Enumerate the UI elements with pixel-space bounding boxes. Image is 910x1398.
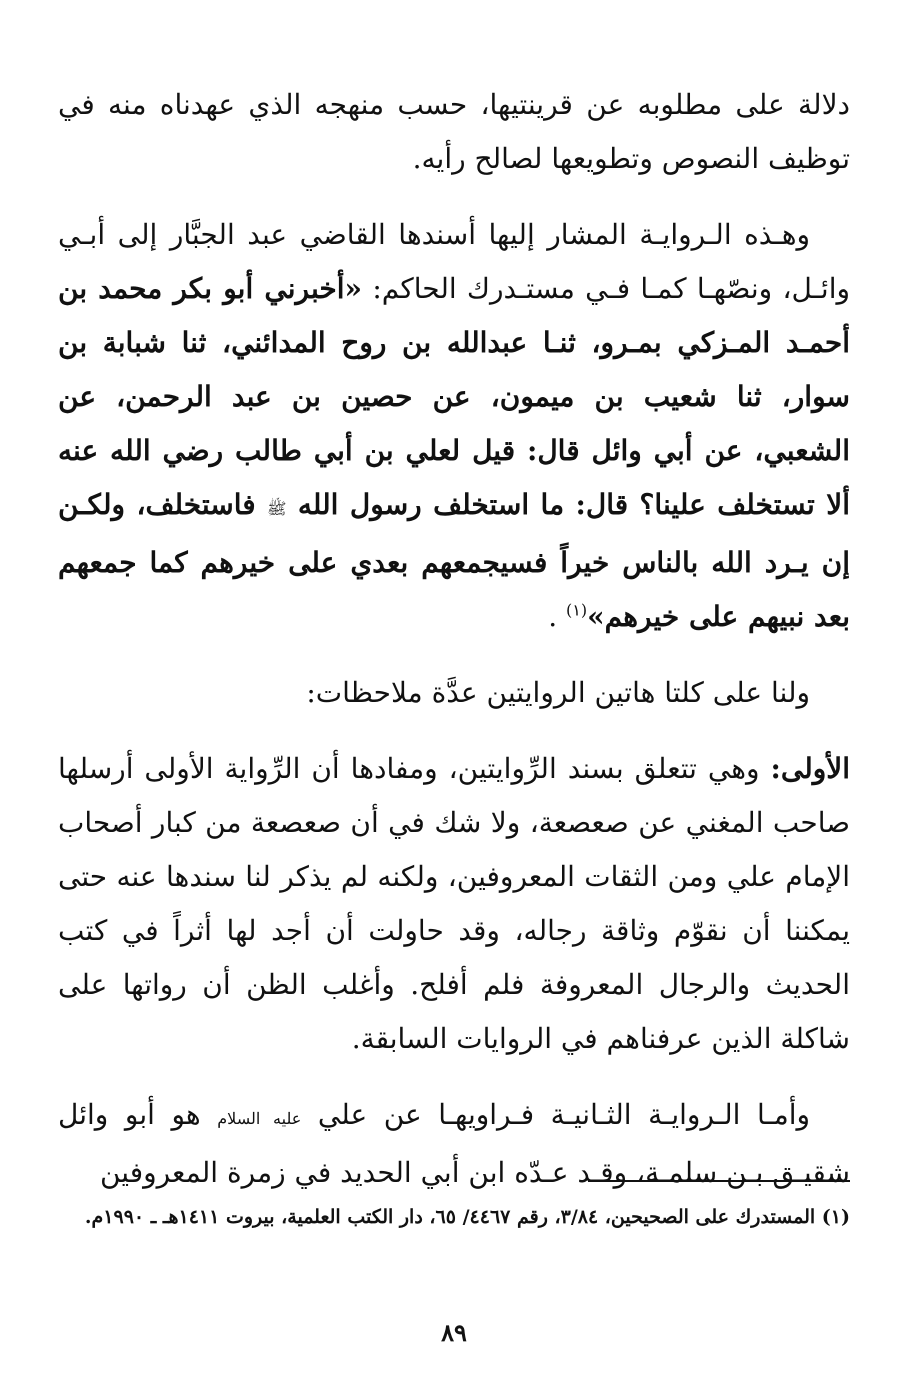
footnote-marker[interactable]: (١) xyxy=(566,600,588,620)
footnote-divider xyxy=(588,1180,850,1182)
paragraph-4-label: الأولى: xyxy=(770,752,850,785)
paragraph-1-text: دلالة على مطلوبه عن قرينتيها، حسب منهجه الذي عهدناه منه في توظيف النصوص وتطويعها لصالح رأيه. xyxy=(58,88,850,175)
paragraph-3-text: ولنا على كلتا هاتين الروايتين عدَّة ملاحظات: xyxy=(306,676,810,709)
paragraph-3 xyxy=(58,666,850,720)
paragraph-4 xyxy=(58,742,850,1066)
paragraph-2-intro: وهـذه الـروايـة المشار إليها أسندها القاضي عبد الجبَّار إلى أبـي وائـل، ونصّهـا كمـا فـي مستـدرك الحاكم: xyxy=(58,218,850,305)
hadith-quote-part-2: فاستخلف، ولكـن إن يـرد الله بالناس خيراً فسيجمعهم بعدي على خيرهم كما جمعهم بعد نبيهم على خيرهم» xyxy=(58,488,850,633)
footnote xyxy=(58,1198,850,1236)
alayhi-salam-glyph: عليه السلام xyxy=(217,1109,302,1128)
main-text xyxy=(58,78,850,1222)
paragraph-5-part-a: وأمـا الـروايـة الثـانيـة فـراويهـا عن علي xyxy=(301,1098,810,1131)
paragraph-5-part-b: هو أبو وائل شقيـق بـن سلمـة، وقـد عـدّه ابن أبي الحديد في زمرة المعروفين xyxy=(58,1098,850,1189)
paragraph-5 xyxy=(58,1088,850,1200)
paragraph-4-text: وهي تتعلق بسند الرِّوايتين، ومفادها أن الرِّواية الأولى أرسلها صاحب المغني عن صعصعة، ولا شك في أن صعصعة من كبار أصحاب الإمام علي ومن الثقات المعروفين، ولكنه لم يذكر لنا سندها عنه حتى يمكننا أن نقوّم وثاقة رجاله، وقد حاولت أن أجد لها أثراً في كتب الحديث والرجال المعروفة فلم أفلح. وأغلب الظن أن رواتها على شاكلة الذين عرفناهم في الروايات السابقة. xyxy=(58,752,851,1055)
salawat-glyph: ﷺ xyxy=(267,499,287,518)
paragraph-1 xyxy=(58,78,850,186)
paragraph-2-end: . xyxy=(548,600,566,633)
book-page xyxy=(58,0,850,1398)
hadith-quote-part-1: «أخبرني أبو بكر محمد بن أحمـد المـزكي بمـرو، ثنـا عبدالله بن روح المدائني، ثنا شبابة بن سوار، ثنا شعيب بن ميمون، عن حصين بن عبد الرحمن، عن الشعبي، عن أبي وائل قال: قيل لعلي بن أبي طالب رضي الله عنه ألا تستخلف علينا؟ قال: ما استخلف رسول الله xyxy=(58,272,850,521)
footnote-text: (١) المستدرك على الصحيحين، ٣/٨٤، رقم ٤٤٦٧/ ٦٥، دار الكتب العلمية، بيروت ١٤١١هـ ـ ١٩٩٠م. xyxy=(84,1206,850,1228)
page-number: ٨٩ xyxy=(441,1318,467,1347)
paragraph-2 xyxy=(58,208,850,644)
